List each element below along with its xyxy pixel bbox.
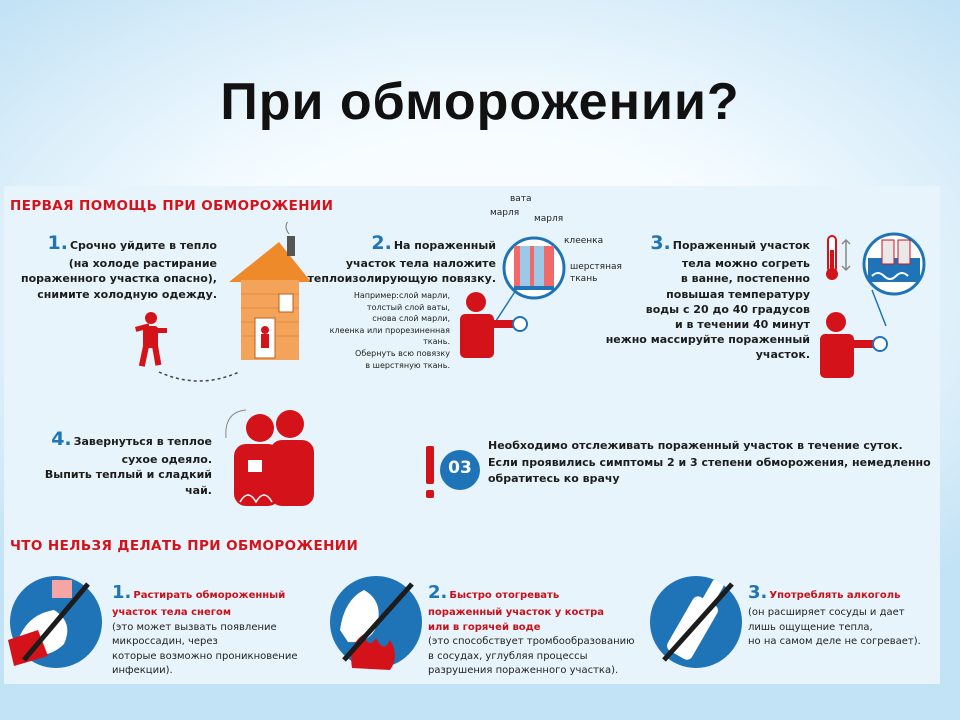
house-illustration — [129, 222, 319, 402]
dont3-note-line: лишь ощущение тепла, — [748, 621, 873, 633]
label-wool: шерстяная — [570, 262, 622, 272]
first-aid-heading: ПЕРВАЯ ПОМОЩЬ ПРИ ОБМОРОЖЕНИИ — [10, 198, 334, 214]
dont2-text — [428, 580, 648, 679]
step4-line: чай. — [185, 483, 212, 497]
dont1-note-line: которые возможно проникновение — [112, 650, 298, 662]
step3-number: 3. — [650, 232, 671, 254]
step3-line: тела можно согреть — [681, 257, 810, 271]
step2-note-line: ткань. — [423, 337, 450, 347]
bath-icon — [864, 234, 924, 326]
dont2-title-line: Быстро отогревать — [449, 590, 560, 601]
dont1-text — [112, 580, 312, 679]
warning-text — [488, 438, 938, 488]
step3-line: Пораженный участок — [672, 239, 810, 252]
step3-line: в ванне, постепенно — [680, 272, 810, 286]
person-pointing-icon — [460, 292, 527, 358]
dont3-note-line: но на самом деле не согревает). — [748, 636, 921, 648]
warning-line: Если проявились симптомы 2 и 3 степени обморожения, немедленно — [488, 455, 931, 469]
step4-text — [24, 426, 212, 498]
step2-note-line: Например:слой марли, — [353, 291, 450, 300]
dont3-note-line: (он расширяет сосуды и дает — [748, 607, 905, 619]
donts-heading: ЧТО НЕЛЬЗЯ ДЕЛАТЬ ПРИ ОБМОРОЖЕНИИ — [10, 538, 359, 554]
label-vata: вата — [510, 194, 532, 204]
dont2-note-line: (это способствует тромбообразованию — [428, 636, 635, 648]
step3-line: участок. — [755, 348, 810, 362]
label-kleenka: клеенка — [564, 236, 604, 246]
step2-line: На пораженный — [393, 239, 496, 252]
step2-note — [326, 290, 450, 371]
step1-line: Срочно уйдите в тепло — [69, 239, 217, 252]
bandage-layers-icon — [494, 238, 564, 324]
step2-note-line: толстый слой ваты, — [366, 302, 450, 312]
step4-line: сухое одеяло. — [121, 453, 212, 467]
dont2-number: 2. — [428, 582, 448, 603]
step4-number: 4. — [51, 428, 72, 450]
step2-note-line: клеенка или прорезиненная — [329, 325, 450, 335]
step1-line: снимите холодную одежду. — [37, 287, 217, 301]
first-aid-poster — [4, 186, 940, 684]
dont2-title-line: или в горячей воде — [428, 621, 541, 633]
thermometer-icon — [826, 236, 850, 280]
step3-text — [600, 230, 810, 362]
warning-line: обратитесь ко врачу — [488, 472, 620, 485]
step2-note-line: в шерстяную ткань. — [365, 360, 450, 370]
dont3-title-line: Употреблять алкоголь — [769, 590, 901, 601]
step2-line: теплоизолирующую повязку. — [307, 272, 496, 286]
no-fire-warming-icon — [328, 570, 424, 674]
step3-line: повышая температуру — [666, 287, 810, 301]
bandage-illustration — [454, 216, 584, 386]
bath-illustration — [816, 230, 940, 380]
dont2-note-line: разрушения пораженного участка). — [428, 665, 619, 677]
dont2-note-line: в сосудах, углубляя процессы — [428, 650, 588, 662]
no-snow-rubbing-icon — [8, 570, 106, 674]
step1-line: пораженного участка опасно), — [21, 272, 217, 286]
step1-line: (на холоде растирание — [68, 257, 217, 271]
step2-note-line: снова слой марли, — [372, 314, 450, 324]
step4-line: Завернуться в теплое — [73, 435, 212, 448]
dont1-title-line: участок тела снегом — [112, 607, 232, 619]
people-in-blanket-icon — [226, 410, 314, 506]
step3-line: воды с 20 до 40 градусов — [645, 302, 810, 316]
dont2-title-line: пораженный участок у костра — [428, 607, 605, 619]
blanket-illustration — [220, 402, 320, 512]
dont1-number: 1. — [112, 582, 132, 603]
label-marlya: марля — [534, 214, 564, 224]
step2-number: 2. — [371, 232, 392, 254]
exclamation-icon — [426, 446, 434, 498]
dont3-number: 3. — [748, 582, 768, 603]
house-icon — [229, 222, 311, 360]
dont3-text — [748, 580, 940, 650]
label-marlya: марля — [490, 208, 520, 218]
label-wool: ткань — [570, 274, 598, 284]
step3-line: и в течении 40 минут — [674, 317, 810, 331]
warning-line: Необходимо отслеживать пораженный участок в течение суток. — [488, 439, 903, 452]
walking-man-icon — [135, 312, 167, 367]
dont1-note-line: (это может вызвать появление — [112, 621, 277, 633]
step1-number: 1. — [47, 232, 68, 254]
no-alcohol-icon — [648, 570, 744, 674]
step4-line: Выпить теплый и сладкий — [44, 468, 212, 482]
dont1-title-line: Растирать обмороженный — [133, 590, 286, 601]
emergency-number-badge: 03 — [448, 458, 472, 478]
step2-line: участок тела наложите — [345, 257, 496, 271]
dont1-note-line: микроссадин, через — [112, 636, 218, 648]
step2-note-line: Обернуть всю повязку — [355, 348, 450, 358]
slide-title: При обморожении? — [220, 73, 740, 131]
step3-line: нежно массируйте пораженный — [605, 333, 810, 347]
dont1-note-line: инфекции). — [112, 665, 173, 677]
person-pointing-icon — [820, 312, 887, 378]
